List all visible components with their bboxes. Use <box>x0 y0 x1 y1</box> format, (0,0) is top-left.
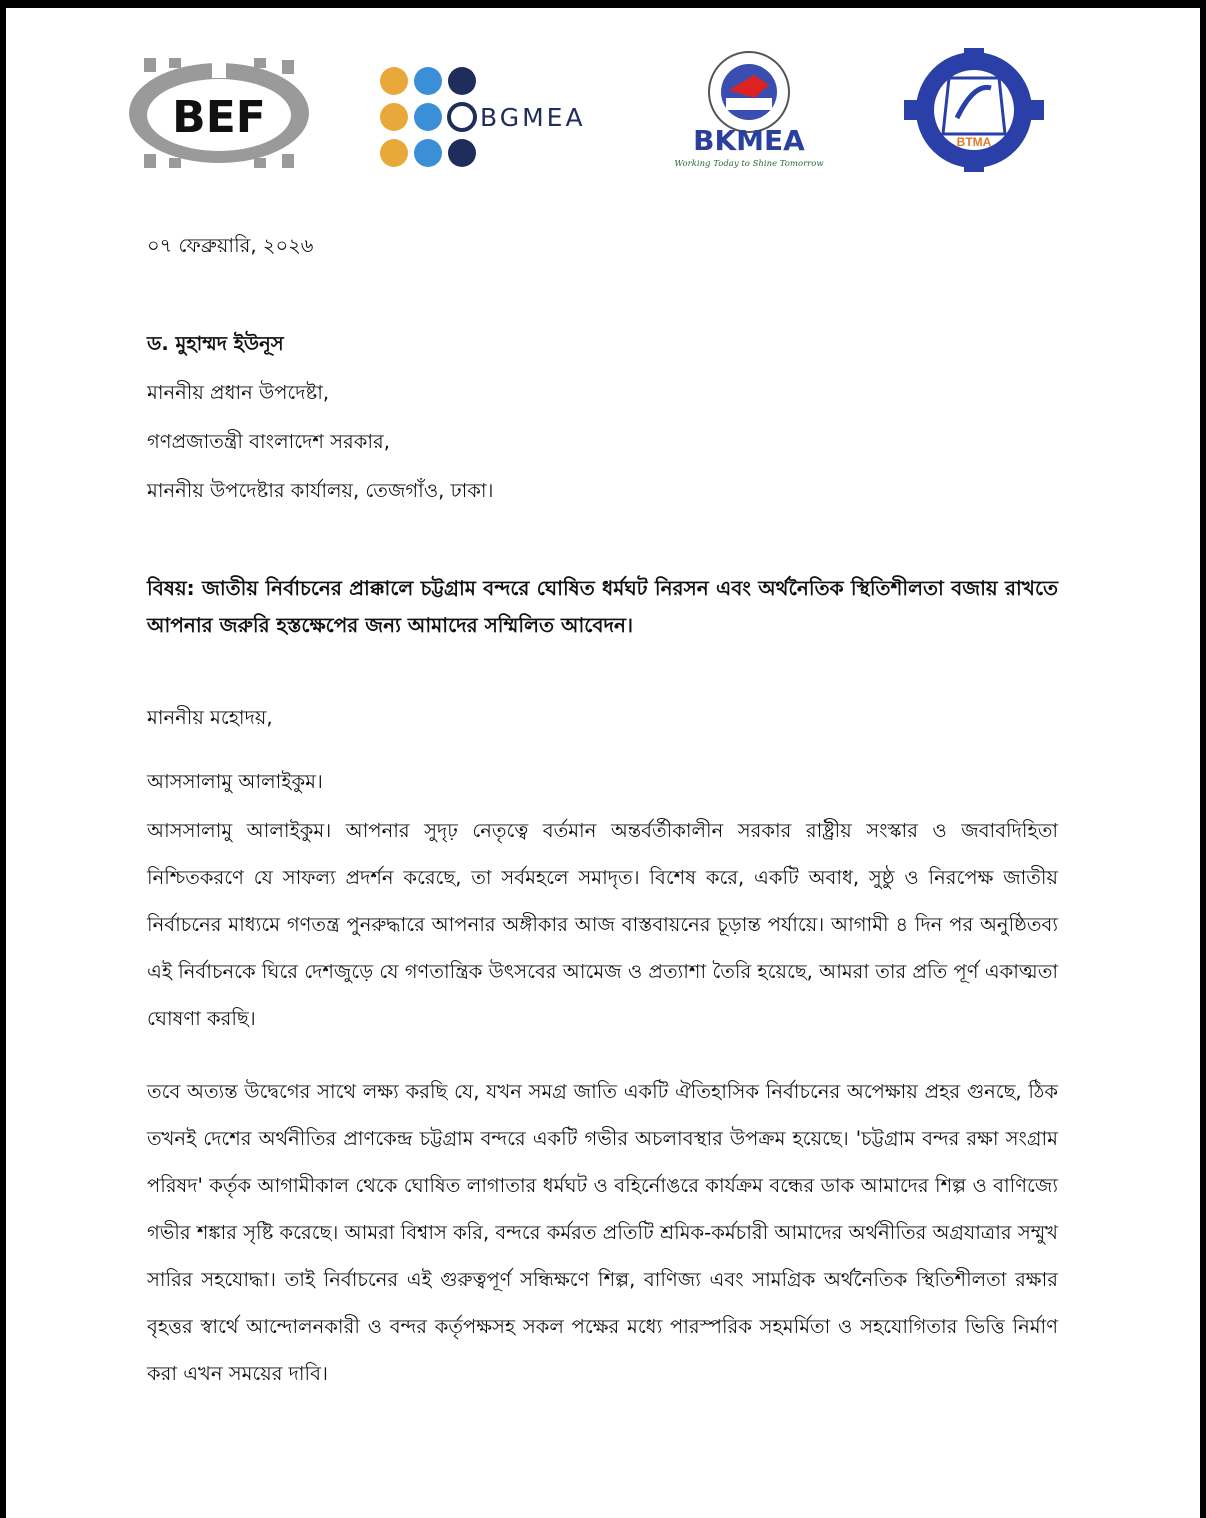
bkmea-logo-text: BKMEA <box>693 124 805 157</box>
recipient-line: মাননীয় উপদেষ্টার কার্যালয়, তেজগাঁও, ঢাকা। <box>147 479 494 502</box>
recipient-line: মাননীয় প্রধান উপদেষ্টা, <box>147 381 330 404</box>
bgmea-logo <box>378 62 608 172</box>
letter-date: ০৭ ফেব্রুয়ারি, ২০২৬ <box>147 234 314 257</box>
btma-logo-text: BTMA <box>956 135 992 149</box>
salutation: মাননীয় মহোদয়, <box>147 706 273 729</box>
bkmea-tagline: Working Today to Shine Tomorrow <box>674 159 824 169</box>
letter-subject: বিষয়: জাতীয় নির্বাচনের প্রাক্কালে চট্টগ্রাম বন্দরে ঘোষিত ধর্মঘট নিরসন এবং অর্থনৈতিক স্থিতিশীলতা বজায় রাখতে আপনার জরুরি হস্তক্ষেপের জন্য আমাদের সম্মিলিত আবেদন। <box>147 576 1058 637</box>
recipient-line: গণপ্রজাতন্ত্রী বাংলাদেশ সরকার, <box>147 430 390 453</box>
bef-logo <box>124 58 314 168</box>
btma-logo <box>899 48 1049 173</box>
body-paragraph: তবে অত্যন্ত উদ্বেগের সাথে লক্ষ্য করছি যে, যখন সমগ্র জাতি একটি ঐতিহাসিক নির্বাচনের অপেক্ষায় প্রহর গুনছে, ঠিক তখনই দেশের অর্থনীতির প্রাণকেন্দ্র চট্টগ্রাম বন্দরে একটি গভীর অচলাবস্থার উপক্রম হয়েছে। 'চট্টগ্রাম বন্দর রক্ষা সংগ্রাম পরিষদ' কর্তৃক আগামীকাল থেকে ঘোষিত লাগাতার ধর্মঘট ও বহির্নোঙরে কার্যক্রম বন্ধের ডাক আমাদের শিল্প ও বাণিজ্যে গভীর শঙ্কার সৃষ্টি করেছে। আমরা বিশ্বাস করি, বন্দরে কর্মরত প্রতিটি শ্রমিক-কর্মচারী আমাদের অর্থনীতির অগ্রযাত্রার সম্মুখ সারির সহযোদ্ধা। তাই নির্বাচনের এই গুরুত্বপূর্ণ সন্ধিক্ষণে শিল্প, বাণিজ্য এবং সামগ্রিক অর্থনৈতিক স্থিতিশীলতা রক্ষার বৃহত্তর স্বার্থে আন্দোলনকারী ও বন্দর কর্তৃপক্ষসহ সকল পক্ষের মধ্যে পারস্পরিক সহমর্মিতা ও সহযোগিতার ভিত্তি নির্মাণ করা এখন সময়ের দাবি। <box>147 1080 1058 1385</box>
greeting: আসসালামু আলাইকুম। <box>147 770 323 793</box>
bkmea-logo <box>654 50 844 175</box>
body-paragraph: আসসালামু আলাইকুম। আপনার সুদৃঢ় নেতৃত্বে বর্তমান অন্তর্বর্তীকালীন সরকার রাষ্ট্রীয় সংস্কার ও জবাবদিহিতা নিশ্চিতকরণে যে সাফল্য প্রদর্শন করেছে, তা সর্বমহলে সমাদৃত। বিশেষ করে, একটি অবাধ, সুষ্ঠু ও নিরপেক্ষ জাতীয় নির্বাচনের মাধ্যমে গণতন্ত্র পুনরুদ্ধারে আপনার অঙ্গীকার আজ বাস্তবায়নের চূড়ান্ত পর্যায়ে। আগামী ৪ দিন পর অনুষ্ঠিতব্য এই নির্বাচনকে ঘিরে দেশজুড়ে যে গণতান্ত্রিক উৎসবের আমেজ ও প্রত্যাশা তৈরি হয়েছে, আমরা তার প্রতি পূর্ণ একাত্মতা ঘোষণা করছি। <box>147 819 1058 1030</box>
bef-logo-text: BEF <box>172 92 266 143</box>
logo-header <box>6 48 1200 188</box>
recipient-name: ড. মুহাম্মদ ইউনূস <box>147 332 284 355</box>
bgmea-logo-text: BGMEA <box>480 103 586 132</box>
letter-page <box>6 8 1200 1518</box>
